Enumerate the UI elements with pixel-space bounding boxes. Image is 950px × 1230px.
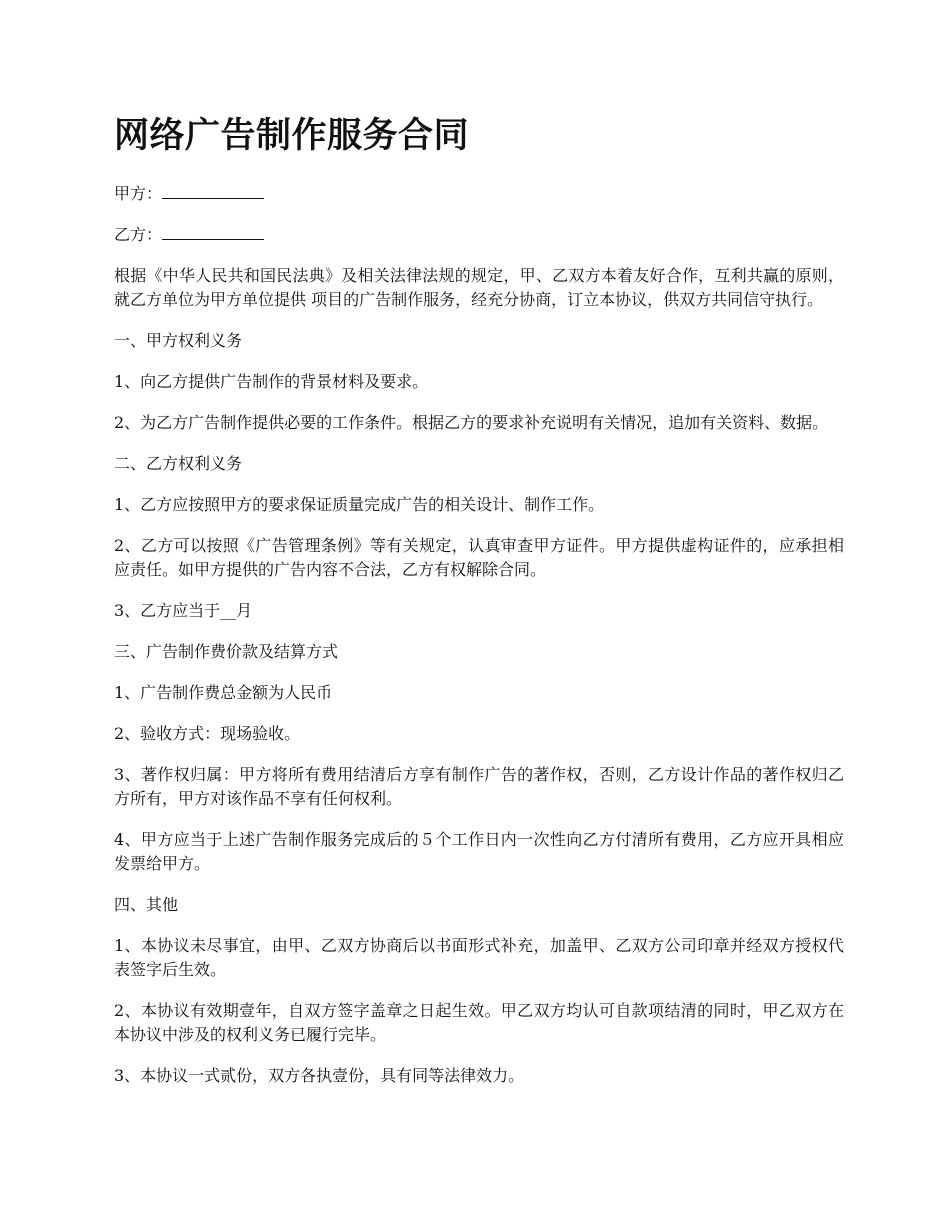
clause-paragraph: 2、为乙方广告制作提供必要的工作条件。根据乙方的要求补充说明有关情况，追加有关资料、数据。: [114, 413, 829, 432]
clause-paragraph: 1、广告制作费总金额为人民币: [114, 683, 333, 702]
clause-paragraph: 2、验收方式：现场验收。: [114, 724, 301, 743]
party-b-label: 乙方：: [114, 225, 163, 244]
section-heading-party-a: 一、甲方权利义务: [114, 331, 243, 350]
preamble-paragraph: 根据《中华人民共和国民法典》及相关法律法规的规定，甲、乙双方本着友好合作，互利共赢的原则，就乙方单位为甲方单位提供 项目的广告制作服务，经充分协商，订立本协议，供双方共同信守执行。: [114, 266, 844, 309]
clause-paragraph: 2、本协议有效期壹年，自双方签字盖章之日起生效。甲乙双方均认可自款项结清的同时，甲乙双方在本协议中涉及的权利义务已履行完毕。: [114, 1001, 844, 1044]
clause-paragraph: 3、本协议一式贰份，双方各执壹份，具有同等法律效力。: [114, 1066, 525, 1085]
document-title: 网络广告制作服务合同: [114, 116, 470, 156]
clause-paragraph: 1、乙方应按照甲方的要求保证质量完成广告的相关设计、制作工作。: [114, 495, 605, 514]
section-heading-party-b: 二、乙方权利义务: [114, 454, 243, 473]
clause-paragraph: 3、著作权归属：甲方将所有费用结清后方享有制作广告的著作权，否则，乙方设计作品的著作权归乙方所有，甲方对该作品不享有任何权利。: [114, 765, 844, 808]
clause-paragraph: 2、乙方可以按照《广告管理条例》等有关规定，认真审查甲方证件。甲方提供虚构证件的，应承担相应责任。如甲方提供的广告内容不合法，乙方有权解除合同。: [114, 536, 844, 579]
party-a-blank: [162, 184, 264, 199]
contract-document: [114, 112, 844, 1105]
party-b-line: [114, 223, 844, 247]
party-a-line: [114, 182, 844, 206]
clause-paragraph: 1、本协议未尽事宜，由甲、乙双方协商后以书面形式补充，加盖甲、乙双方公司印章并经双方授权代表签字后生效。: [114, 936, 844, 979]
clause-paragraph: 4、甲方应当于上述广告制作服务完成后的５个工作日内一次性向乙方付清所有费用，乙方应开具相应发票给甲方。: [114, 830, 844, 873]
party-a-label: 甲方：: [114, 184, 163, 203]
clause-paragraph: 3、乙方应当于__月: [114, 601, 253, 620]
clause-paragraph: 1、向乙方提供广告制作的背景材料及要求。: [114, 372, 429, 391]
section-heading-fees: 三、广告制作费价款及结算方式: [114, 642, 339, 661]
section-heading-other: 四、其他: [114, 895, 179, 914]
party-b-blank: [162, 225, 264, 240]
